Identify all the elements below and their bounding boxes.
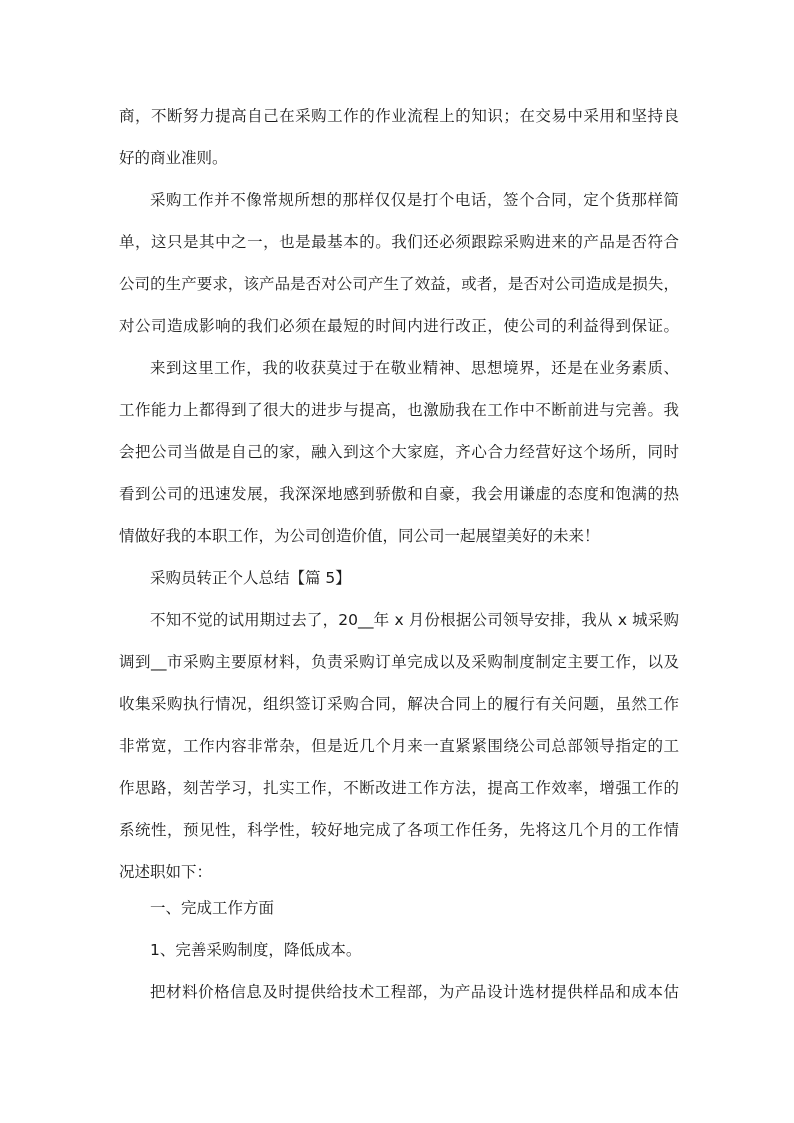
paragraph-first-line: 把材料价格信息及时提供给技术工程部，为产品设计选材提供样品和成本估 [150,983,679,1001]
body-text-line: 会把公司当做是自己的家，融入到这个大家庭，齐心合力经营好这个场所，同时 [119,443,679,461]
body-text-line: 好的商业准则。 [119,149,228,167]
body-text-line: 工作能力上都得到了很大的进步与提高，也激励我在工作中不断前进与完善。我 [119,401,679,419]
body-text-line: 况述职如下： [119,863,213,881]
body-text-line: 收集采购执行情况，组织签订采购合同，解决合同上的履行有关问题，虽然工作 [119,695,679,713]
subheading-line: 一、完成工作方面 [150,899,275,917]
body-text-line: 商，不断努力提高自己在采购工作的作业流程上的知识；在交易中采用和坚持良 [119,107,679,125]
body-text-line: 系统性，预见性，科学性，较好地完成了各项工作任务，先将这几个月的工作情 [119,821,679,839]
body-text-line: 作思路，刻苦学习，扎实工作，不断改进工作方法，提高工作效率，增强工作的 [119,779,679,797]
section-heading: 采购员转正个人总结【篇 5】 [150,569,351,587]
body-text-line: 非常宽，工作内容非常杂，但是近几个月来一直紧紧围绕公司总部领导指定的工 [119,737,679,755]
paragraph-first-line: 不知不觉的试用期过去了，20__年 x 月份根据公司领导安排，我从 x 城采购 [150,611,679,629]
body-text-line: 看到公司的迅速发展，我深深地感到骄傲和自豪，我会用谦虚的态度和饱满的热 [119,485,679,503]
body-text-line: 单，这只是其中之一，也是最基本的。我们还必须跟踪采购进来的产品是否符合 [119,233,679,251]
subheading-line: 1、完善采购制度，降低成本。 [150,941,362,959]
paragraph-first-line: 来到这里工作，我的收获莫过于在敬业精神、思想境界，还是在业务素质、 [150,359,679,377]
body-text-line: 公司的生产要求，该产品是否对公司产生了效益，或者，是否对公司造成是损失， [119,275,679,293]
body-text-line: 情做好我的本职工作，为公司创造价值，同公司一起展望美好的未来！ [119,527,600,545]
body-text-line: 调到__市采购主要原材料，负责采购订单完成以及采购制度制定主要工作，以及 [119,653,679,671]
body-text-line: 对公司造成影响的我们必须在最短的时间内进行改正，使公司的利益得到保证。 [119,317,679,335]
paragraph-first-line: 采购工作并不像常规所想的那样仅仅是打个电话，签个合同，定个货那样简 [150,191,679,209]
